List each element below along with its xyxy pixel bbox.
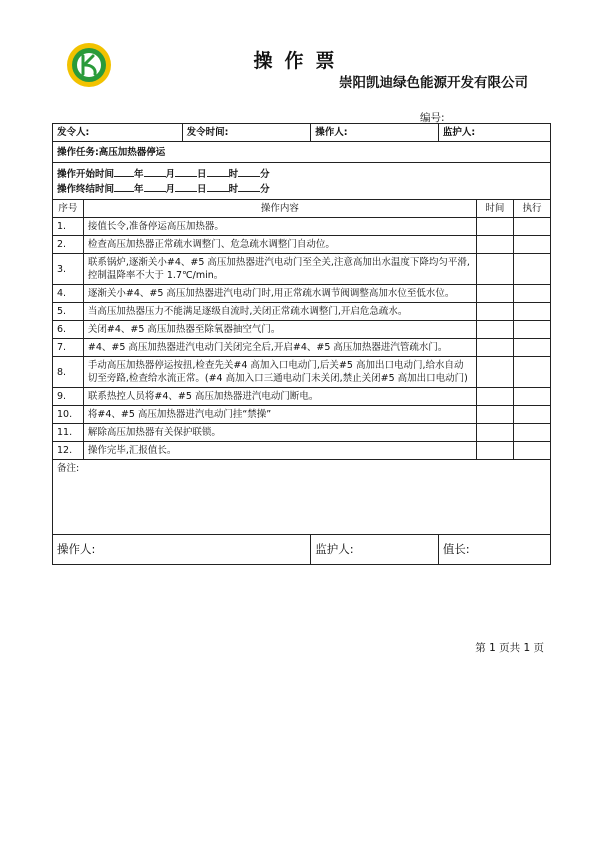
step-time-cell[interactable]	[476, 218, 513, 236]
step-row	[53, 285, 551, 303]
step-content: 手动高压加热器停运按扭,检查先关#4 高加入口电动门,后关#5 高加出口电动门,给水自动切至旁路,检查给水流正常。(#4 高加入口三通电动门未关闭,禁止关闭#5 高加出口电动门)	[83, 357, 476, 388]
step-number: 11.	[53, 424, 84, 442]
step-time-cell[interactable]	[476, 321, 513, 339]
step-time-cell[interactable]	[476, 285, 513, 303]
step-content: 操作完毕,汇报值长。	[83, 442, 476, 460]
step-row	[53, 442, 551, 460]
task-field[interactable]: 操作任务:高压加热器停运	[53, 142, 551, 163]
time-fields	[53, 163, 551, 200]
step-number: 6.	[53, 321, 84, 339]
step-row	[53, 254, 551, 285]
step-number: 1.	[53, 218, 84, 236]
company-name: 崇阳凯迪绿色能源开发有限公司	[339, 75, 528, 91]
step-content: 接值长令,准备停运高压加热器。	[83, 218, 476, 236]
remarks-field[interactable]: 备注:	[53, 460, 551, 535]
step-number: 3.	[53, 254, 84, 285]
step-time-cell[interactable]	[476, 406, 513, 424]
step-row	[53, 357, 551, 388]
step-number: 2.	[53, 236, 84, 254]
step-time-cell[interactable]	[476, 236, 513, 254]
step-exec-cell[interactable]	[513, 424, 550, 442]
step-content: 当高压加热器压力不能满足逐级自流时,关闭正常疏水调整门,开启危急疏水。	[83, 303, 476, 321]
step-time-cell[interactable]	[476, 442, 513, 460]
step-exec-cell[interactable]	[513, 442, 550, 460]
end-time-field[interactable]: 操作终结时间 年 月 日 时 分	[57, 181, 546, 196]
step-row	[53, 321, 551, 339]
column-header-exec: 执行	[513, 200, 550, 218]
column-header-seq: 序号	[53, 200, 84, 218]
step-row	[53, 388, 551, 406]
step-time-cell[interactable]	[476, 424, 513, 442]
step-content: #4、#5 高压加热器进汽电动门关闭完全后,开启#4、#5 高压加热器进汽管疏水门。	[83, 339, 476, 357]
issue-time-field[interactable]: 发令时间:	[182, 124, 311, 142]
step-number: 4.	[53, 285, 84, 303]
step-row	[53, 236, 551, 254]
issuer-field[interactable]: 发令人:	[53, 124, 183, 142]
step-exec-cell[interactable]	[513, 303, 550, 321]
step-exec-cell[interactable]	[513, 388, 550, 406]
operation-ticket-table	[52, 123, 551, 565]
supervisor-field[interactable]: 监护人:	[438, 124, 550, 142]
step-exec-cell[interactable]	[513, 406, 550, 424]
step-exec-cell[interactable]	[513, 236, 550, 254]
step-number: 9.	[53, 388, 84, 406]
operator-field[interactable]: 操作人:	[311, 124, 439, 142]
step-row	[53, 424, 551, 442]
step-number: 7.	[53, 339, 84, 357]
step-exec-cell[interactable]	[513, 254, 550, 285]
step-row	[53, 339, 551, 357]
step-content: 逐渐关小#4、#5 高压加热器进汽电动门时,用正常疏水调节阀调整高加水位至低水位。	[83, 285, 476, 303]
step-time-cell[interactable]	[476, 303, 513, 321]
signature-shift-leader[interactable]: 值长:	[438, 535, 550, 565]
step-time-cell[interactable]	[476, 388, 513, 406]
step-content: 将#4、#5 高压加热器进汽电动门挂“禁操”	[83, 406, 476, 424]
column-header-content: 操作内容	[83, 200, 476, 218]
page-number: 第 1 页共 1 页	[475, 642, 544, 654]
step-exec-cell[interactable]	[513, 357, 550, 388]
start-time-field[interactable]: 操作开始时间 年 月 日 时 分	[57, 166, 546, 181]
step-exec-cell[interactable]	[513, 218, 550, 236]
step-exec-cell[interactable]	[513, 339, 550, 357]
step-row	[53, 303, 551, 321]
step-row	[53, 406, 551, 424]
step-number: 12.	[53, 442, 84, 460]
step-time-cell[interactable]	[476, 339, 513, 357]
column-header-time: 时间	[476, 200, 513, 218]
step-content: 联系热控人员将#4、#5 高压加热器进汽电动门断电。	[83, 388, 476, 406]
signature-operator[interactable]: 操作人:	[53, 535, 311, 565]
step-number: 8.	[53, 357, 84, 388]
step-exec-cell[interactable]	[513, 321, 550, 339]
step-time-cell[interactable]	[476, 254, 513, 285]
document-title: 操作票	[253, 50, 347, 72]
step-row	[53, 218, 551, 236]
step-exec-cell[interactable]	[513, 285, 550, 303]
step-time-cell[interactable]	[476, 357, 513, 388]
step-content: 解除高压加热器有关保护联锁。	[83, 424, 476, 442]
step-content: 联系锅炉,逐渐关小#4、#5 高压加热器进汽电动门至全关,注意高加出水温度下降均匀平滑,控制温降率不大于 1.7℃/min。	[83, 254, 476, 285]
serial-number-label: 编号:	[420, 112, 445, 124]
signature-supervisor[interactable]: 监护人:	[311, 535, 439, 565]
step-content: 关闭#4、#5 高压加热器至除氧器抽空气门。	[83, 321, 476, 339]
step-number: 10.	[53, 406, 84, 424]
step-number: 5.	[53, 303, 84, 321]
step-content: 检查高压加热器正常疏水调整门、危急疏水调整门自动位。	[83, 236, 476, 254]
